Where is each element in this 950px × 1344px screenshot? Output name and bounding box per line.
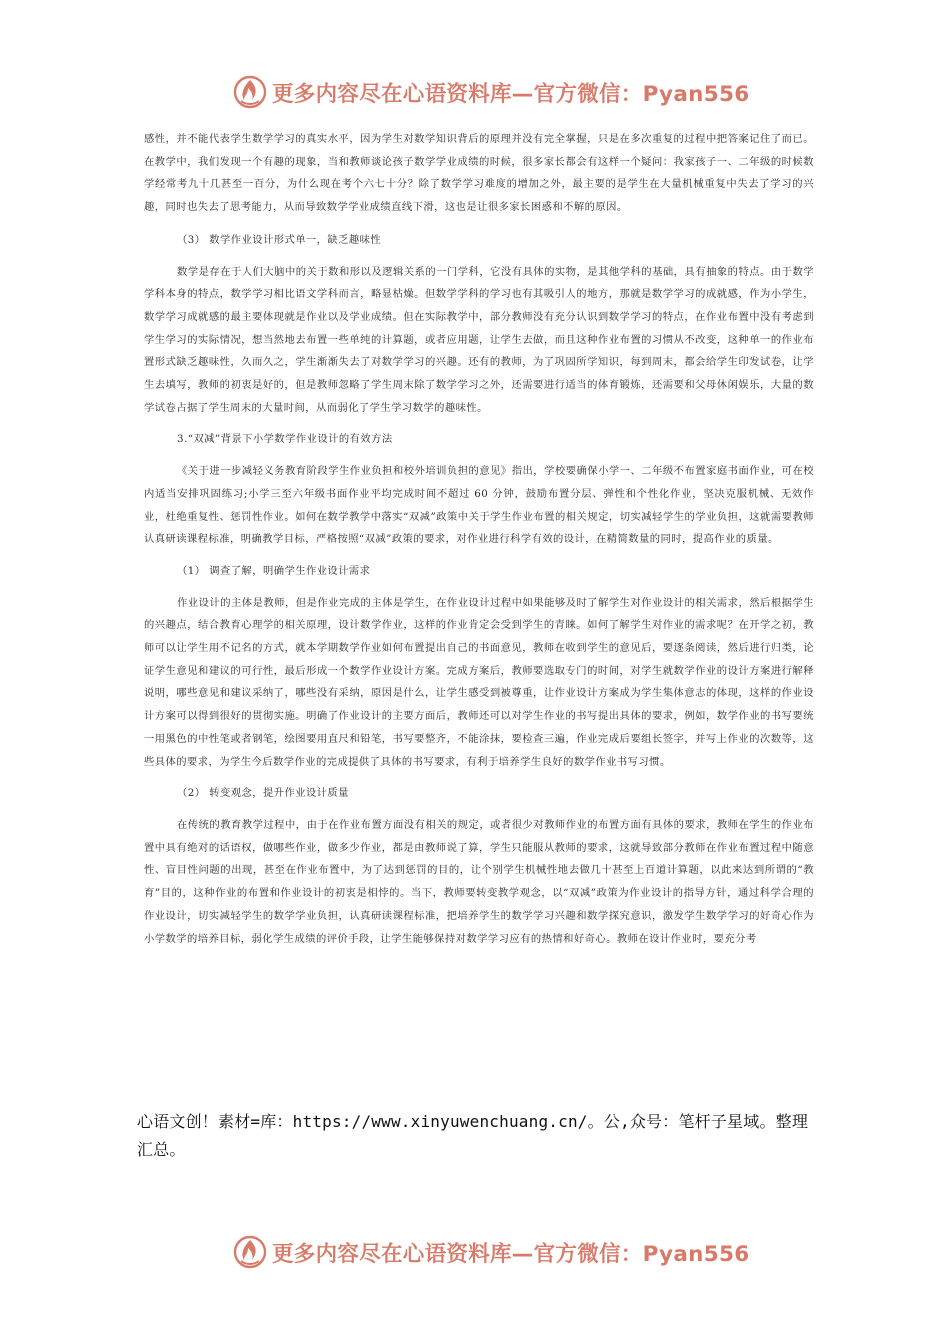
flame-logo-icon [232,1234,268,1270]
flame-logo-icon [232,74,268,110]
header-watermark-banner [232,72,750,112]
paragraph: 数学是存在于人们大脑中的关于数和形以及逻辑关系的一门学科，它没有具体的实物，是其他学科的基础，具有抽象的特点。由于数学学科本身的特点，数学学习相比语文学科而言，略显枯燥。但数学学科的学习也有其吸引人的地方，那就是数学学习的成就感，作为小学生，数学学习成就感的最主要体现就是作业以及学业成绩。但在实际教学中，部分教师没有充分认识到数学学习的特点，在作业布置中没有考虑到学生学习的实际情况，想当然地去布置一些单纯的计算题，或者应用题，让学生去做，而且这种作业布置的习惯从不改变，这种单一的作业布置形式缺乏趣味性，久而久之，学生渐渐失去了对数学学习的兴趣。还有的教师，为了巩固所学知识，每到周末，都会给学生印发试卷，让学生去填写，教师的初衷是好的，但是教师忽略了学生周末除了数学学习之外，还需要进行适当的体育锻炼，还需要和父母休闲娱乐，大量的数学试卷占据了学生周末的大量时间，从而弱化了学生学习数学的趣味性。 [144,265,814,414]
paragraph: 感性，并不能代表学生数学学习的真实水平，因为学生对数学知识背后的原理并没有完全掌握，只是在多次重复的过程中把答案记住了而已。在教学中，我们发现一个有趣的现象，当和教师谈论孩子数学学业成绩的时候，很多家长都会有这样一个疑问：我家孩子一、二年级的时候数学经常考九十几甚至一百分，为什么现在考个六七十分？除了数学学习难度的增加之外，最主要的是学生在大量机械重复中失去了学习的兴趣，同时也失去了思考能力，从而导致数学学业成绩直线下滑，这也是让很多家长困惑和不解的原因。 [144,133,814,214]
banner-text: 更多内容尽在心语资料库—官方微信：Pyan556 [272,81,750,107]
source-note: 心语文创！素材=库：https://www.xinyuwenchuang.cn/。公,众号：笔杆子星域。整理汇总。 [137,1112,809,1159]
banner-text: 更多内容尽在心语资料库—官方微信：Pyan556 [272,1241,750,1267]
paragraph: 《关于进一步减轻义务教育阶段学生作业负担和校外培训负担的意见》指出，学校要确保小学一、二年级不布置家庭书面作业，可在校内适当安排巩固练习;小学三至六年级书面作业平均完成时间不超过 60 分钟，鼓励布置分层、弹性和个性化作业，坚决克服机械、无效作业，杜绝重复性、惩罚性作业。如何在数学教学中落实“双减”政策中关于学生作业布置的相关规定，切实减轻学生的学业负担，这就需要教师认真研读课程标准，明确教学目标，严格按照“双减”政策的要求，对作业进行科学有效的设计，在精简数量的同时，提高作业的质量。 [144,465,814,546]
section-heading: （1） 调查了解，明确学生作业设计需求 [177,564,371,577]
section-heading: （2） 转变观念，提升作业设计质量 [177,787,349,800]
footer-watermark-banner [232,1232,750,1272]
paragraph: 作业设计的主体是教师，但是作业完成的主体是学生，在作业设计过程中如果能够及时了解学生对作业设计的相关需求，然后根据学生的兴趣点，结合教育心理学的相关原理，设计数学作业，这样的作业肯定会受到学生的青睐。如何了解学生对作业的需求呢？在开学之初，教师可以让学生用不记名的方式，就本学期数学作业如何布置提出自己的书面意见，教师在收到学生的意见后，要逐条阅读，然后进行归类，论证学生意见和建议的可行性，最后形成一个数学作业设计方案。完成方案后，教师要选取专门的时间，对学生就数学作业的设计方案进行解释说明，哪些意见和建议采纳了，哪些没有采纳，原因是什么，让学生感受到被尊重，让作业设计方案成为学生集体意志的体现，这样的作业设计方案可以得到很好的贯彻实施。明确了作业设计的主要方面后，教师还可以对学生作业的书写提出具体的要求，例如，数学作业的书写要统一用黑色的中性笔或者钢笔，绘图要用直尺和铅笔，书写要整齐，不能涂抹，要检查三遍，作业完成后要组长签字，并写上作业的次数等，这些具体的要求，为学生今后数学作业的完成提供了具体的书写要求，有利于培养学生良好的数学作业书写习惯。 [144,596,814,768]
section-heading: 3.“双减”背景下小学数学作业设计的有效方法 [177,433,393,446]
paragraph: 在传统的教育教学过程中，由于在作业布置方面没有相关的规定，或者很少对教师作业的布置方面有具体的要求，教师在学生的作业布置中具有绝对的话语权，做哪些作业，做多少作业，都是由教师说了算，学生只能服从教师的要求，这就导致部分教师在作业布置过程中随意性、盲目性问题的出现，甚至在作业布置中，为了达到惩罚的目的，让个别学生机械性地去做几十甚至上百道计算题，以此来达到所谓的“教育”目的，这种作业的布置和作业设计的初衷是相悖的。当下，教师要转变教学观念，以“双减”政策为作业设计的指导方针，通过科学合理的作业设计，切实减轻学生的数学学业负担，认真研读课程标准，把培养学生的数学学习兴趣和数学探究意识，激发学生数学学习的好奇心作为小学数学的培养目标，弱化学生成绩的评价手段，让学生能够保持对数学学习应有的热情和好奇心。教师在设计作业时，要充分考 [144,818,814,945]
section-heading: （3） 数学作业设计形式单一，缺乏趣味性 [177,233,382,246]
article-body [144,128,814,950]
